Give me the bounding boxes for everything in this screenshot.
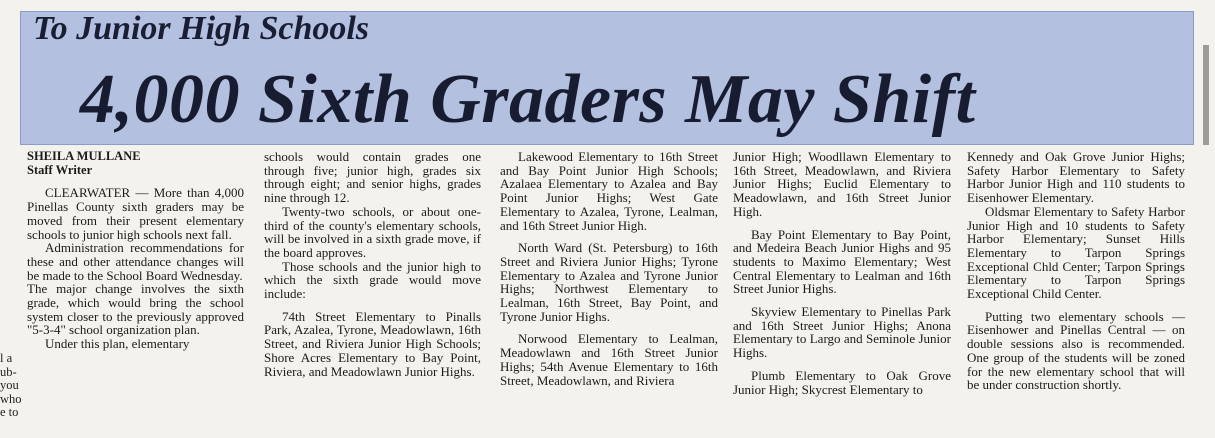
article-paragraph: Junior High; Woodllawn Elementary to 16th Street, Meadowlawn, and Riviera Junior Highs; Euclid Elementary to Meadowlawn, and 16th Street Junior High. [733,149,951,219]
article-paragraph: schools would contain grades one through five; junior high, grades six through eight; and senior highs, grades nine through 12. [264,149,481,206]
main-headline: 4,000 Sixth Graders May Shift [80,61,976,138]
article-paragraph: Plumb Elementary to Oak Grove Junior High; Skycrest Elementary to [733,367,951,397]
adjacent-column-fragment [0,351,22,420]
article-paragraph: Those schools and the junior high to which the sixth grade would move include: [264,258,481,302]
article-column-1 [27,150,244,434]
article-paragraph: The major change involves the sixth grade, which would bring the school system closer to the previously approved "5-3-4" school organization plan. [27,281,244,338]
byline-name: SHEILA MULLANE [27,149,141,163]
article-paragraph: CLEARWATER — More than 4,000 Pinellas County sixth graders may be moved from their present elementary schools to junior high schools next fall. [27,185,244,242]
fragment-line: ub- [0,364,17,379]
article-column-2 [264,150,481,434]
kicker-headline: To Junior High Schools [33,10,370,47]
fragment-line: you [0,378,19,392]
article-paragraph: Putting two elementary schools — Eisenhower and Pinellas Central — on double sessions also is recommended. One group of the students will be zoned for the new elementary school that will be under construction shortly. [967,308,1185,393]
article-paragraph: Bay Point Elementary to Bay Point, and Medeira Beach Junior Highs and 95 students to Maximo Elementary; West Central Elementary to Lealman and 16th Street Junior Highs. [733,226,951,297]
article-paragraph: Norwood Elementary to Lealman, Meadowlawn and 16th Street Junior Highs; 54th Avenue Elementary to 16th Street, Meadowlawn, and Riviera [500,331,718,388]
article-paragraph: Kennedy and Oak Grove Junior Highs; Safety Harbor Elementary to Safety Harbor Junior High and 110 students to Eisenhower Elementary. [967,149,1185,206]
article-paragraph: Lakewood Elementary to 16th Street and Bay Point Junior High Schools; Azalaea Elementary to Azalea and Bay Point Junior Highs; West Gate Elementary to Azalea, Tyrone, Lealman, and 16th Street Junior High. [500,149,718,233]
article-paragraph: Skyview Elementary to Pinellas Park and 16th Street Junior Highs; Anona Elementary to Largo and Seminole Junior Highs. [733,304,951,361]
article-paragraph: Twenty-two schools, or about one-third of the county's elementary schools, will be involved in a sixth grade move, if the board approves. [264,203,481,260]
article-column-5 [967,150,1185,434]
article-paragraph: 74th Street Elementary to Pinalls Park, Azalea, Tyrone, Meadowlawn, 16th Street, and Riviera Junior High Schools; Shore Acres Elementary to Bay Point, Riviera, and Meadowlawn Junior Highs. [264,308,481,379]
article-paragraph: Administration recommendations for these and other attendance changes will be made to the School Board Wednesday. [27,240,244,283]
fragment-line: l a [0,351,13,365]
article-column-4 [733,150,951,434]
page-edge-shadow [1203,45,1209,145]
fragment-line: who [0,391,22,406]
article-paragraph: North Ward (St. Petersburg) to 16th Street and Riviera Junior Highs; Tyrone Elementary to Azalea and Tyrone Junior Highs; Northwest Elementary to Lealman, 16th Street, Bay Point, and Tyrone Junior Highs. [500,240,718,324]
article-column-3 [500,150,718,434]
article-paragraph: Oldsmar Elementary to Safety Harbor Junior High and 10 students to Safety Harbor Elementary; Sunset Hills Elementary to Tarpon Springs Exceptional Chld Center; Tarpon Springs Elementary to Tarpon Springs Exceptional Child Center. [967,203,1185,302]
byline-title: Staff Writer [27,162,93,177]
fragment-line: e to [0,405,19,419]
article-paragraph: Under this plan, elementary [45,336,190,352]
